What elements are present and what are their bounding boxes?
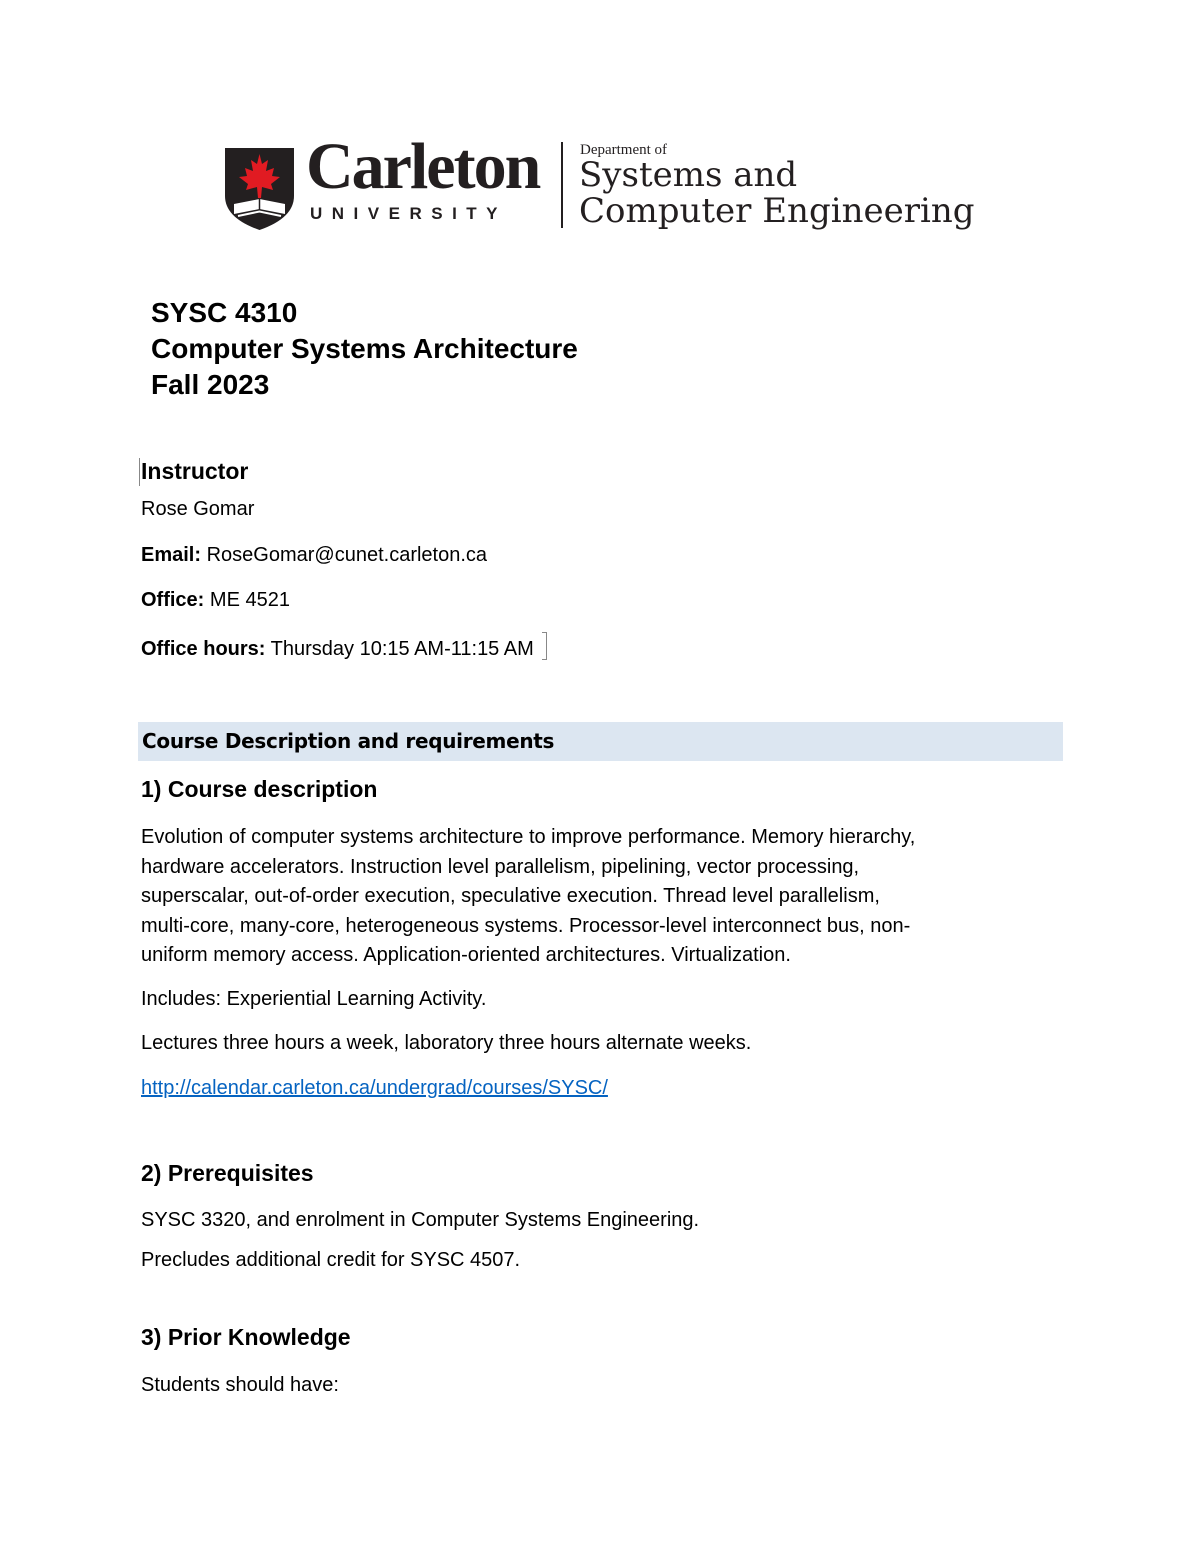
instructor-office-line — [141, 586, 290, 614]
prerequisites-line2: Precludes additional credit for SYSC 4507. — [141, 1249, 521, 1271]
course-name: Computer Systems Architecture — [151, 333, 578, 364]
instructor-office: ME 4521 — [209, 589, 290, 611]
prerequisites-line1: SYSC 3320, and enrolment in Computer Systems Engineering. — [141, 1209, 700, 1231]
instructor-email[interactable]: RoseGomar@cunet.carleton.ca — [206, 544, 488, 566]
lectures-text: Lectures three hours a week, laboratory three hours alternate weeks. — [141, 1032, 752, 1054]
instructor-email-line — [141, 541, 487, 569]
instructor-name: Rose Gomar — [141, 498, 255, 520]
department-name-line2: Computer Engineering — [579, 191, 975, 231]
course-term: Fall 2023 — [151, 369, 270, 400]
section-banner — [138, 722, 1063, 761]
section-banner-title: Course Description and requirements — [142, 729, 555, 753]
course-title-block — [151, 295, 578, 403]
description-line: uniform memory access. Application-oriented architectures. Virtualization. — [141, 944, 791, 966]
includes-text: Includes: Experiential Learning Activity. — [141, 988, 487, 1010]
department-of-label: Department of — [580, 142, 668, 158]
course-code: SYSC 4310 — [151, 297, 298, 328]
office-hours-line — [141, 632, 547, 663]
description-line: superscalar, out-of-order execution, speculative execution. Thread level parallelism, — [141, 885, 880, 907]
instructor-section — [141, 455, 1041, 660]
office-hours-label: Office hours: — [141, 638, 266, 660]
carleton-wordmark: Carleton — [306, 130, 540, 203]
course-description-heading: 1) Course description — [141, 776, 378, 802]
department-name-line1: Systems and — [579, 155, 798, 195]
office-label: Office: — [141, 589, 205, 611]
text-cursor-mark — [139, 458, 140, 486]
description-line: hardware accelerators. Instruction level parallelism, pipelining, vector processing, — [141, 855, 860, 878]
carleton-sce-logo — [222, 130, 1002, 238]
course-description-paragraph — [141, 823, 915, 971]
calendar-link[interactable]: http://calendar.carleton.ca/undergrad/courses/SYSC/ — [141, 1077, 608, 1099]
prerequisites-heading: 2) Prerequisites — [141, 1160, 314, 1186]
prior-knowledge-heading: 3) Prior Knowledge — [141, 1324, 351, 1350]
office-hours-value: Thursday 10:15 AM-11:15 AM — [270, 638, 534, 660]
university-wordmark: UNIVERSITY — [310, 204, 508, 223]
carleton-shield-icon — [222, 144, 297, 232]
description-line: multi-core, many-core, heterogeneous systems. Processor-level interconnect bus, non- — [141, 914, 911, 937]
selection-bracket-mark — [542, 632, 547, 660]
email-label: Email: — [141, 544, 202, 566]
logo-divider — [561, 142, 563, 228]
prior-knowledge-line1: Students should have: — [141, 1374, 339, 1396]
description-line: Evolution of computer systems architecture to improve performance. Memory hierarchy, — [141, 826, 916, 848]
instructor-heading: Instructor — [141, 458, 249, 484]
